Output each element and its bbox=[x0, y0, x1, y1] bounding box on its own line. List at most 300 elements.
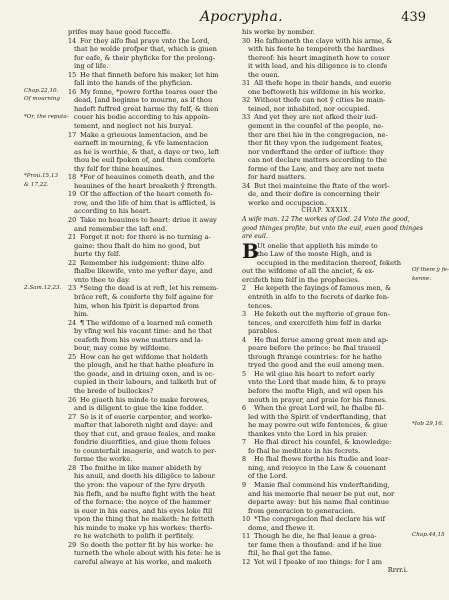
text-line bbox=[242, 438, 410, 447]
verse-number: 5 bbox=[242, 369, 247, 378]
text-line bbox=[242, 105, 410, 114]
verse-number: 32 bbox=[242, 96, 251, 105]
line-text: the yron: the vapour of the fyre dryeth bbox=[74, 480, 205, 489]
line-text: de, and their defire is concerning their bbox=[248, 190, 380, 199]
line-text: of the Lord. bbox=[248, 472, 288, 481]
text-line bbox=[68, 396, 228, 405]
signature-mark bbox=[242, 566, 410, 575]
text-line bbox=[68, 105, 228, 114]
text-line bbox=[242, 250, 410, 259]
line-text: *For of heauines cometh death, and the bbox=[80, 173, 215, 182]
line-text: hadeft fuffred great harme thy felf, & then bbox=[74, 104, 219, 113]
line-text: Of the affection of the heart cometh fo- bbox=[80, 190, 213, 199]
line-text: prifes may haue good fucceffe. bbox=[68, 28, 173, 36]
marginal-reference: *Iob 29,16. bbox=[412, 421, 444, 428]
line-text: A wife man. 12 The workes of God. 24 Vnto the good, bbox=[242, 216, 410, 224]
verse-number: 23 bbox=[68, 284, 77, 293]
text-line bbox=[68, 225, 228, 234]
line-text: couer his bodie according to his appoin- bbox=[74, 113, 211, 122]
line-text: through ftrange countries: for he hathe bbox=[248, 352, 382, 361]
line-text: are euil. bbox=[242, 233, 268, 241]
line-text: thankes vnto the Lord in his praier. bbox=[248, 429, 368, 438]
line-text: ¶ The wifdome of a learned mā cometh bbox=[80, 318, 213, 327]
marginal-reference: *Or, the reputa- bbox=[24, 113, 69, 120]
verse-number: 11 bbox=[242, 532, 251, 541]
text-line bbox=[242, 481, 410, 490]
text-line bbox=[242, 370, 410, 379]
line-text: hurte thy felf. bbox=[74, 250, 121, 259]
line-text: He fhal direct his counfel, & knowledge: bbox=[254, 438, 392, 447]
text-line bbox=[242, 259, 410, 268]
text-line bbox=[242, 122, 410, 131]
verse-number: 27 bbox=[68, 412, 77, 421]
text-line bbox=[68, 37, 228, 46]
line-text: can not declare matters according to the bbox=[248, 156, 387, 165]
line-text: ter fame then a thoufand: and if he liue bbox=[248, 540, 382, 549]
text-line bbox=[242, 532, 410, 541]
line-text: entreth in alfo to the fecrets of darke fen- bbox=[248, 292, 390, 301]
line-text: He fafhioneth the claye with his arme, & bbox=[254, 36, 393, 45]
line-text: heauines of the heart breaketh ŷ ftrength. bbox=[74, 181, 217, 190]
text-line bbox=[68, 28, 228, 37]
line-text: He fhal fhewe forthe his ftudie and lear- bbox=[254, 455, 391, 464]
line-text: So doeth the potter fit by his worke: he bbox=[80, 540, 214, 549]
text-line bbox=[68, 481, 228, 490]
line-text: And yet they are not afked their iud- bbox=[254, 113, 378, 122]
drop-capital: B bbox=[242, 238, 259, 263]
line-text: and remember the laft end. bbox=[74, 224, 168, 233]
text-line bbox=[68, 370, 228, 379]
text-line bbox=[68, 276, 228, 285]
verse-number: 31 bbox=[242, 79, 251, 88]
line-text: forme of the Law, and they are not mete bbox=[248, 164, 385, 173]
line-text: ing of life. bbox=[74, 62, 109, 71]
text-line bbox=[68, 54, 228, 63]
text-line bbox=[242, 182, 410, 191]
text-line bbox=[68, 353, 228, 362]
line-text: vnto thee to day. bbox=[74, 275, 131, 284]
text-line bbox=[242, 293, 410, 302]
text-line bbox=[68, 430, 228, 439]
line-text: Ut onelie that applieth his minde to bbox=[257, 241, 378, 250]
line-text: Rrrr.i. bbox=[387, 566, 408, 575]
text-line bbox=[242, 267, 410, 276]
line-text: departe away: but his name fhal continue bbox=[248, 498, 389, 507]
text-line bbox=[242, 558, 410, 567]
text-line bbox=[242, 113, 410, 122]
line-text: ther are thei hie in the congregacion, ne- bbox=[248, 130, 388, 139]
line-text: to counterfait imagerie, and watch to per- bbox=[74, 446, 217, 455]
text-line bbox=[242, 131, 410, 140]
line-text: *The congregacion fhal declare his wif bbox=[254, 515, 386, 524]
text-line bbox=[68, 71, 228, 80]
text-line bbox=[242, 490, 410, 499]
text-line bbox=[242, 336, 410, 345]
verse-number: 24 bbox=[68, 318, 77, 327]
text-line bbox=[242, 413, 410, 422]
line-text: ercifeth him felf in the prophecies. bbox=[242, 275, 360, 284]
verse-number: 17 bbox=[68, 130, 77, 139]
line-text: So is it of euerie carpenter, and worke- bbox=[80, 412, 213, 421]
text-line bbox=[242, 37, 410, 46]
line-text: the goade, and in driuing oxen, and is oc- bbox=[74, 369, 215, 378]
line-text: He feketh out the myfterie of graue fen- bbox=[254, 310, 390, 319]
text-line bbox=[242, 430, 410, 439]
chapter-heading bbox=[242, 207, 410, 216]
line-text: Remember his iudgement: thine alfo bbox=[80, 258, 204, 267]
line-text: of the fornace: the noyce of the hammer bbox=[74, 498, 211, 507]
text-line bbox=[242, 190, 410, 199]
text-line bbox=[68, 558, 228, 567]
text-line bbox=[68, 62, 228, 71]
text-line bbox=[242, 79, 410, 88]
text-line bbox=[242, 421, 410, 430]
text-line bbox=[68, 438, 228, 447]
text-line bbox=[68, 344, 228, 353]
line-text: Though he die, he fhal leaue a grea- bbox=[254, 532, 377, 541]
line-text: dead, [and beginne to mourne, as if thou bbox=[74, 96, 213, 105]
line-text: row, and the life of him that is afflicted, is bbox=[74, 198, 216, 207]
line-text: good thinges profite, but vnto the euil, euen good thinges bbox=[242, 224, 423, 232]
line-text: vnto the Lord that made him, & to praye bbox=[248, 378, 386, 387]
line-text: re he watcheth to polifh it perfitely. bbox=[74, 532, 195, 541]
line-text: He kepeth the fayings of famous men, & bbox=[254, 284, 392, 293]
marginal-reference: Of mourning bbox=[24, 96, 60, 103]
text-line bbox=[242, 507, 410, 516]
text-line bbox=[68, 404, 228, 413]
verse-number: 29 bbox=[68, 540, 77, 549]
line-text: ceafeth from his owne matters and la- bbox=[74, 335, 204, 344]
line-text: and is diligent to giue the kine fodder. bbox=[74, 404, 204, 413]
line-text: Without thefe can not ŷ cities be main- bbox=[254, 96, 386, 105]
line-text: by vfing wel his vacant time: and he that bbox=[74, 327, 212, 336]
line-text: teined, nor inhabited, nor occupied. bbox=[248, 104, 370, 113]
left-text-column bbox=[68, 28, 228, 566]
text-line bbox=[68, 182, 228, 191]
verse-number: 3 bbox=[242, 310, 247, 319]
text-line bbox=[68, 242, 228, 251]
text-line bbox=[68, 259, 228, 268]
text-line bbox=[68, 464, 228, 473]
line-text: and his memorie fhal neuer be put out, nor bbox=[248, 489, 395, 498]
line-text: fondrie diuerfities, and giue them felues bbox=[74, 438, 211, 447]
text-line bbox=[68, 148, 228, 157]
line-text: for hard matters. bbox=[248, 173, 307, 182]
text-line bbox=[242, 62, 410, 71]
line-text: one beftoweth his wifdome in his worke. bbox=[248, 87, 386, 96]
line-text: with his feete he tempereth the hardnes bbox=[248, 45, 385, 54]
text-line bbox=[68, 199, 228, 208]
line-text: dome, and fhewe it. bbox=[248, 523, 316, 532]
line-text: his minde to make vp his workes: therfo- bbox=[74, 523, 213, 532]
text-line bbox=[68, 310, 228, 319]
verse-number: 10 bbox=[242, 515, 251, 524]
verse-number: 30 bbox=[242, 36, 251, 45]
text-line bbox=[68, 361, 228, 370]
verse-number: 2 bbox=[242, 284, 247, 293]
line-text: tences. bbox=[248, 301, 273, 310]
verse-number: 4 bbox=[242, 335, 247, 344]
marginal-reference: 2.Sam.12,23. bbox=[24, 284, 62, 291]
line-text: mouth in prayer, and praie for his finnes. bbox=[248, 395, 388, 404]
line-text: fall into the hands of the phyfician. bbox=[74, 79, 193, 88]
text-line bbox=[68, 96, 228, 105]
text-line bbox=[68, 173, 228, 182]
running-title: Apocrypha. bbox=[200, 9, 283, 25]
text-line bbox=[68, 216, 228, 225]
line-text: parables. bbox=[248, 327, 280, 336]
text-line bbox=[68, 455, 228, 464]
text-line bbox=[68, 413, 228, 422]
text-line bbox=[242, 327, 410, 336]
text-line bbox=[242, 319, 410, 328]
marginal-reference: kenne. bbox=[412, 275, 431, 282]
line-text: How can he get wifdome that holdeth bbox=[80, 352, 208, 361]
text-line bbox=[242, 54, 410, 63]
text-line bbox=[242, 344, 410, 353]
line-text: according to his heart. bbox=[74, 207, 151, 216]
chapter-summary-line bbox=[242, 216, 410, 225]
text-line bbox=[68, 421, 228, 430]
text-line bbox=[242, 541, 410, 550]
text-line bbox=[242, 199, 410, 208]
line-text: the Law of the moste High, and is bbox=[257, 250, 372, 259]
text-line bbox=[242, 71, 410, 80]
text-line bbox=[68, 515, 228, 524]
verse-number: 9 bbox=[242, 480, 247, 489]
text-line bbox=[68, 507, 228, 516]
line-text: Make a grieuous lamentacion, and be bbox=[80, 130, 208, 139]
text-line bbox=[242, 396, 410, 405]
line-text: he may powre out wife fentences, & giue bbox=[248, 421, 388, 430]
text-line bbox=[68, 79, 228, 88]
marginal-reference: Chap.44,15 bbox=[412, 532, 445, 539]
line-text: My fonne, *powre forthe teares ouer the bbox=[80, 87, 218, 96]
verse-number: 26 bbox=[68, 395, 77, 404]
text-line bbox=[242, 455, 410, 464]
line-text: the plough, and he that hathe pleafure in bbox=[74, 361, 214, 370]
text-line bbox=[68, 378, 228, 387]
verse-number: 6 bbox=[242, 404, 247, 413]
text-line bbox=[68, 541, 228, 550]
line-text: peare before the prince: he fhal traueil bbox=[248, 344, 381, 353]
line-text: fo fhal he meditate in his fecrets. bbox=[248, 446, 361, 455]
text-line bbox=[242, 276, 410, 285]
line-text: him. bbox=[74, 310, 89, 319]
line-text: ning, and reioyce in the Law & couenant bbox=[248, 463, 387, 472]
line-text: He that finneth before his maker, let him bbox=[80, 70, 219, 79]
text-line bbox=[68, 131, 228, 140]
text-line bbox=[68, 122, 228, 131]
verse-number: 7 bbox=[242, 438, 247, 447]
text-line bbox=[242, 353, 410, 362]
line-text: But thei mainteine the ftate of the worl- bbox=[254, 181, 390, 190]
verse-number: 14 bbox=[68, 36, 77, 45]
verse-number: 18 bbox=[68, 173, 77, 182]
text-line bbox=[242, 156, 410, 165]
line-text: *Seing the dead is at reft, let his remem- bbox=[80, 284, 219, 293]
line-text: thou be euil fpoken of, and then comforte bbox=[74, 156, 215, 165]
text-line bbox=[68, 387, 228, 396]
line-text: his anuil, and doeth his diligēce to labour bbox=[74, 472, 215, 481]
verse-number: 34 bbox=[242, 181, 251, 190]
line-text: they that cut, and graue feales, and make bbox=[74, 429, 216, 438]
line-text: bour, may come by wifdome. bbox=[74, 344, 172, 353]
verse-number: 19 bbox=[68, 190, 77, 199]
line-text: out the wifdome of all the anciet, & ex- bbox=[242, 267, 375, 276]
text-line bbox=[68, 165, 228, 174]
page-header bbox=[0, 9, 440, 29]
text-line bbox=[242, 96, 410, 105]
line-text: mafter that laboreth night and daye: and bbox=[74, 421, 213, 430]
line-text: For they alfo fhal praye vnto the Lord, bbox=[80, 36, 210, 45]
verse-number: 16 bbox=[68, 87, 77, 96]
line-text: ftil, he fhal get the fame. bbox=[248, 549, 333, 558]
line-text: tryed the good and the euil among men. bbox=[248, 361, 385, 370]
line-text: that he wolde profper that, which is giuen bbox=[74, 45, 217, 54]
text-line bbox=[242, 310, 410, 319]
line-text: thy felf for thine heauines. bbox=[74, 164, 164, 173]
text-line bbox=[242, 464, 410, 473]
line-text: before the mofte High, and wil open his bbox=[248, 386, 383, 395]
text-line bbox=[242, 515, 410, 524]
text-line bbox=[68, 88, 228, 97]
text-line bbox=[68, 549, 228, 558]
line-text: He fhal ferue among great men and ap- bbox=[254, 335, 389, 344]
line-text: He giueth his minde to make forowes, bbox=[80, 395, 210, 404]
line-text: brāce reft, & comforte thy felf againe for bbox=[74, 292, 214, 301]
text-line bbox=[242, 45, 410, 54]
text-line bbox=[242, 524, 410, 533]
verse-number: 20 bbox=[68, 216, 77, 225]
line-text: earneft in mourning, & vfe lamentacion bbox=[74, 139, 209, 148]
line-text: the brede of bullockes? bbox=[74, 386, 154, 395]
line-text: occupied in the meditacion thereof, feketh bbox=[257, 258, 402, 267]
text-line bbox=[242, 148, 410, 157]
line-text: tement, and neglect not his buryal. bbox=[74, 122, 194, 131]
line-text: forme the worke. bbox=[74, 455, 133, 464]
text-line bbox=[68, 490, 228, 499]
line-text: led with the Spirit of vnderftanding, that bbox=[248, 412, 387, 421]
page-number: 439 bbox=[401, 10, 426, 25]
line-text: ther fit they vpon the iudgement feates, bbox=[248, 139, 384, 148]
text-line bbox=[68, 250, 228, 259]
line-text: All thefe hope in their hands, and euerie bbox=[254, 79, 392, 88]
line-text: from generacion to generacion. bbox=[248, 506, 356, 515]
line-text: When the great Lord wil, he fhalbe fil- bbox=[254, 404, 384, 413]
chapter-summary-line bbox=[242, 233, 410, 242]
line-text: it with lead, and his diligence is to clenfe bbox=[248, 62, 388, 71]
line-text: Yet wil I fpeake of mo things: for I am bbox=[254, 557, 382, 566]
marginal-reference: & 17,22. bbox=[24, 181, 49, 188]
text-line bbox=[68, 139, 228, 148]
text-line bbox=[242, 28, 410, 37]
line-text: cupied in their labours, and talketh but of bbox=[74, 378, 216, 387]
text-line bbox=[68, 233, 228, 242]
text-line bbox=[242, 387, 410, 396]
text-line bbox=[68, 472, 228, 481]
line-text: turneth the whele about with his fete: he is bbox=[74, 549, 221, 558]
text-line bbox=[68, 45, 228, 54]
text-line bbox=[68, 336, 228, 345]
verse-number: 22 bbox=[68, 258, 77, 267]
text-line bbox=[68, 207, 228, 216]
verse-number: 15 bbox=[68, 70, 77, 79]
text-line bbox=[242, 88, 410, 97]
line-text: gaine: thou fhalt do him no good, but bbox=[74, 241, 201, 250]
line-text: the ouen. bbox=[248, 70, 280, 79]
line-text: nor vnderftand the order of iuftice: they bbox=[248, 147, 385, 156]
line-text: his worke by nomber. bbox=[242, 28, 315, 36]
text-line bbox=[242, 549, 410, 558]
line-text: tences, and exercifeth him felf in darke bbox=[248, 318, 382, 327]
text-line bbox=[68, 293, 228, 302]
line-text: worke and occupacion. bbox=[248, 198, 327, 207]
verse-number: 8 bbox=[242, 455, 247, 464]
line-text: CHAP. XXXIX. bbox=[301, 207, 351, 215]
line-text: He wil giue his heart to refort early bbox=[254, 369, 375, 378]
line-text: is euer in his eares, and his eyes loke ftil bbox=[74, 506, 213, 515]
text-line bbox=[68, 447, 228, 456]
text-line bbox=[242, 447, 410, 456]
text-line bbox=[68, 319, 228, 328]
text-line bbox=[242, 378, 410, 387]
line-text: The fmithe in like maner abideth by bbox=[80, 463, 202, 472]
line-text: Take no heauines to heart: driue it away bbox=[80, 216, 217, 225]
line-text: careful alwaye at his worke, and maketh bbox=[74, 557, 212, 566]
line-text: thereof: his heart imagineth how to couer bbox=[248, 53, 390, 62]
marginal-reference: Chap.22,10. bbox=[24, 87, 59, 94]
line-text: fhalbe likewife, vnto me yefter daye, and bbox=[74, 267, 213, 276]
verse-number: 28 bbox=[68, 463, 77, 472]
marginal-reference: Of them ẏ fe- bbox=[412, 267, 449, 274]
text-line bbox=[68, 524, 228, 533]
text-line bbox=[68, 327, 228, 336]
line-text: as he is worthie, & that, a daye or two, left bbox=[74, 147, 220, 156]
text-line bbox=[242, 472, 410, 481]
text-line bbox=[68, 190, 228, 199]
text-line bbox=[68, 113, 228, 122]
text-line bbox=[68, 498, 228, 507]
line-text: Manie fhal commend his vnderftanding, bbox=[254, 480, 390, 489]
line-text: him, when his fpirit is departed from bbox=[74, 301, 199, 310]
verse-number: 33 bbox=[242, 113, 251, 122]
verse-number: 21 bbox=[68, 233, 77, 242]
text-line bbox=[242, 173, 410, 182]
line-text: gement in the counfel of the people, ne- bbox=[248, 122, 384, 131]
text-line bbox=[242, 361, 410, 370]
line-text: Forget it not: for there is no turning a- bbox=[80, 233, 211, 242]
text-line bbox=[242, 302, 410, 311]
text-line bbox=[68, 302, 228, 311]
verse-number: 12 bbox=[242, 557, 251, 566]
text-line bbox=[242, 404, 410, 413]
marginal-reference: *Prou.15,13 bbox=[24, 173, 58, 180]
line-text: for eafe, & their phyficke for the prolong- bbox=[74, 53, 216, 62]
verse-number: 25 bbox=[68, 352, 77, 361]
text-line bbox=[242, 284, 410, 293]
line-text: his flefh, and he mufte fight with the heat bbox=[74, 489, 216, 498]
text-line bbox=[68, 284, 228, 293]
text-line bbox=[68, 532, 228, 541]
chapter-summary-line bbox=[242, 224, 423, 234]
text-line bbox=[68, 156, 228, 165]
text-line bbox=[68, 267, 228, 276]
line-text: vpon the thing that he maketh: he fetteth bbox=[74, 515, 215, 524]
text-line bbox=[242, 165, 410, 174]
text-line bbox=[242, 498, 410, 507]
text-line bbox=[242, 139, 410, 148]
